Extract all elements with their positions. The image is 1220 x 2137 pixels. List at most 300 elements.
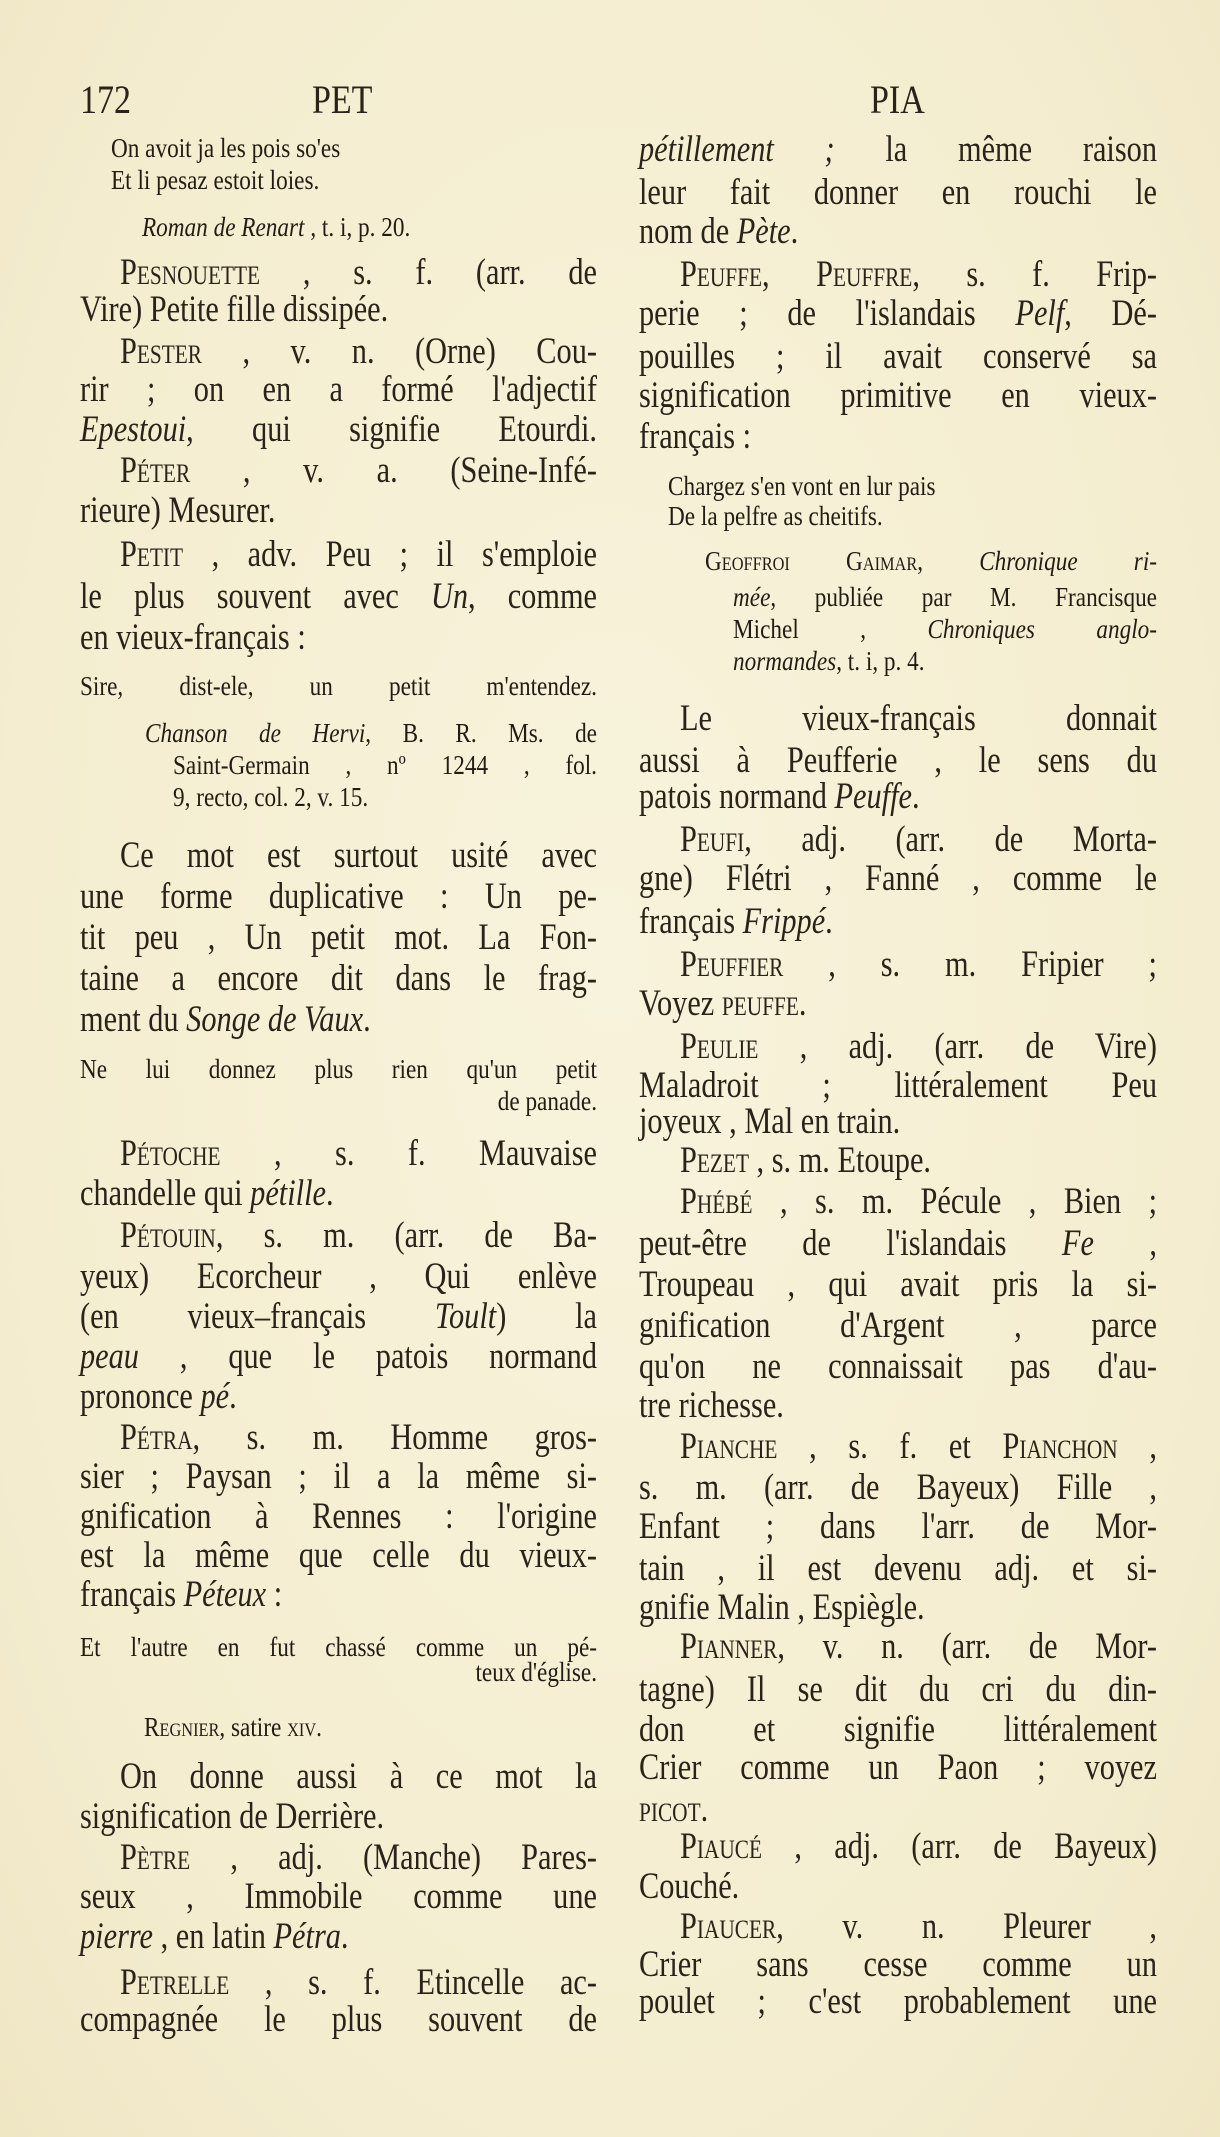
text-run: perie ; de l'islandais — [639, 293, 1016, 334]
line-content — [639, 900, 1157, 944]
text-run: De la pelfre as cheitifs. — [668, 501, 883, 531]
text-run: Enfant ; dans l'arr. de Mor- — [639, 1506, 1157, 1547]
text-run: , s. f. Etincelle ac- — [229, 1962, 597, 2003]
citation-line — [80, 1650, 597, 1694]
text-run: , — [1093, 1223, 1157, 1264]
line-content — [639, 1980, 1157, 2024]
line-content — [120, 533, 597, 577]
headword: picot — [639, 1789, 701, 1830]
line-content — [80, 1534, 597, 1578]
text-run: peut-être de l'islandais — [639, 1223, 1062, 1264]
citation-line — [111, 158, 597, 202]
line-content — [680, 1625, 1157, 1669]
line-content — [639, 1547, 1157, 1591]
text-run: leur fait donner en rouchi le — [639, 172, 1157, 213]
text-line — [120, 1755, 597, 1799]
italic-text: Roman de Renart — [142, 212, 305, 242]
text-run: , publiée par M. Francisque — [770, 582, 1157, 612]
line-content — [639, 1466, 1157, 1510]
text-run: , s. m. Etoupe. — [748, 1140, 931, 1181]
text-line — [680, 1025, 1157, 1069]
text-run: . — [825, 901, 833, 942]
headword: Peuffre — [816, 254, 913, 295]
text-run: rir ; on en a formé l'adjectif — [80, 369, 597, 410]
text-run: Couché. — [639, 1866, 740, 1907]
line-content — [639, 1384, 1157, 1428]
text-line — [639, 857, 1157, 901]
citation-line — [173, 775, 597, 819]
line-content — [680, 1825, 1157, 1869]
text-line — [120, 449, 597, 493]
text-line — [639, 1384, 1157, 1428]
italic-text: pé — [200, 1376, 230, 1417]
text-line — [80, 1795, 597, 1839]
line-content — [80, 489, 597, 533]
line-content — [80, 1255, 597, 1299]
text-run: compagnée le plus souvent de — [80, 1999, 597, 2040]
line-content — [80, 1915, 597, 1959]
text-run: , qui signifie Etourdi. — [186, 409, 597, 450]
text-run: Saint-Germain , nº 1244 , fol. — [173, 750, 597, 780]
text-run: don et signifie littéralement — [639, 1709, 1157, 1750]
text-run: seux , Immobile comme une — [80, 1876, 597, 1917]
headword: Pesnouette — [120, 252, 261, 293]
line-content — [639, 1222, 1157, 1266]
text-run: Le vieux-français donnait — [680, 698, 1157, 739]
line-content — [80, 664, 597, 708]
text-run: , B. R. Ms. de — [365, 718, 597, 748]
line-content — [639, 1668, 1157, 1712]
italic-text: Fe — [1061, 1223, 1094, 1264]
text-line — [639, 982, 1157, 1026]
text-line — [80, 489, 597, 533]
line-content — [639, 1505, 1157, 1549]
text-run: sier ; Paysan ; il a la même si- — [80, 1456, 597, 1497]
text-run: tit peu , Un petit mot. La Fon- — [80, 917, 597, 958]
headword: Pétra — [120, 1417, 193, 1458]
text-run: On donne aussi à ce mot la — [120, 1756, 597, 1797]
line-content — [639, 982, 1157, 1026]
text-run: signification de Derrière. — [80, 1796, 385, 1837]
text-run: , Dé- — [1064, 293, 1157, 334]
text-run: français — [80, 1574, 184, 1615]
text-run: Vire) Petite fille dissipée. — [80, 289, 389, 330]
text-run: . — [316, 1712, 322, 1742]
text-run: , v. n. (arr. de Mor- — [777, 1626, 1157, 1667]
text-run: le plus souvent avec — [80, 576, 431, 617]
text-line — [639, 1505, 1157, 1549]
text-run: , s. m. Fripier ; — [783, 944, 1157, 985]
headword: Peufi — [680, 819, 745, 860]
text-line — [80, 1295, 597, 1339]
text-run: , — [917, 546, 980, 576]
headword: Pezet — [680, 1140, 749, 1181]
line-content — [639, 1345, 1157, 1389]
text-run: , t. i, p. 20. — [304, 212, 411, 242]
text-line — [80, 1915, 597, 1959]
text-run: , s. f. Mauvaise — [220, 1133, 597, 1174]
text-run: gnifie Malin , Espiègle. — [639, 1587, 925, 1628]
text-line — [639, 900, 1157, 944]
text-line — [639, 1586, 1157, 1630]
italic-text: Toult — [434, 1296, 497, 1337]
text-line — [80, 288, 597, 332]
text-run: rieure) Mesurer. — [80, 490, 276, 531]
italic-text: Epestoui — [80, 409, 187, 450]
text-run: ) la — [496, 1296, 597, 1337]
running-head-left: PET — [312, 77, 373, 122]
text-run: . — [911, 776, 920, 817]
line-content — [80, 575, 597, 619]
text-line — [80, 1375, 597, 1419]
text-run: Crier sans cesse comme un — [639, 1944, 1157, 1985]
line-content — [80, 1795, 597, 1839]
line-content — [639, 1746, 1157, 1790]
text-line — [639, 775, 1157, 819]
text-run: Sire, dist-ele, un petit m'entendez. — [80, 671, 597, 701]
running-head-right: PIA — [870, 77, 925, 122]
line-content — [639, 1263, 1157, 1307]
line-content — [80, 1455, 597, 1499]
text-run: nom de — [639, 211, 737, 252]
text-line — [639, 335, 1157, 379]
italic-text: Chanson de Hervi — [145, 718, 366, 748]
text-run: Voyez — [639, 983, 722, 1024]
headword: Geoffroi Gaimar — [705, 546, 918, 576]
citation-line — [80, 1079, 597, 1123]
text-line — [680, 253, 1157, 297]
text-run: . — [326, 1173, 334, 1214]
text-run: : — [266, 1574, 283, 1615]
text-run: taine a encore dit dans le frag- — [80, 958, 597, 999]
line-content — [80, 1875, 597, 1919]
text-line — [120, 533, 597, 577]
text-run: . — [700, 1789, 709, 1830]
text-run: Et li pesaz estoit loies. — [111, 165, 320, 195]
line-content — [639, 374, 1157, 418]
italic-text: mée — [733, 582, 771, 612]
text-run: , s. f. (arr. de — [260, 252, 597, 293]
italic-text: Pète — [736, 211, 791, 252]
line-content — [80, 616, 597, 660]
headword: xiv — [287, 1712, 317, 1742]
line-content — [639, 1865, 1157, 1909]
text-run: tagne) Il se dit du cri du din- — [639, 1669, 1157, 1710]
text-run: On avoit ja les pois so'es — [111, 133, 341, 163]
italic-text: pétillement ; — [639, 129, 835, 170]
text-run: (en vieux–français — [80, 1296, 435, 1337]
italic-text: pierre — [80, 1916, 154, 1957]
headword: Petit — [120, 534, 184, 575]
line-content — [80, 875, 597, 919]
text-line — [639, 1100, 1157, 1144]
text-line — [120, 1836, 597, 1880]
italic-text: Un — [430, 576, 469, 617]
text-line — [639, 210, 1157, 254]
line-content — [80, 1998, 597, 2042]
text-run: chandelle qui — [80, 1173, 251, 1214]
line-content — [120, 1836, 597, 1880]
text-run: tain , il est devenu adj. et si- — [639, 1548, 1157, 1589]
text-run: , adj. (arr. de Vire) — [758, 1026, 1157, 1067]
text-line — [639, 1345, 1157, 1389]
line-content — [120, 834, 597, 878]
italic-text: Chroniques anglo- — [927, 614, 1158, 644]
text-line — [80, 1534, 597, 1578]
text-run: . — [790, 211, 799, 252]
text-run: la même raison — [834, 129, 1157, 170]
line-content — [120, 1416, 597, 1460]
text-run: , adj. (arr. de Bayeux) — [762, 1826, 1157, 1867]
text-run: , comme — [468, 576, 598, 617]
headword: Pianche — [680, 1426, 778, 1467]
line-content — [639, 857, 1157, 901]
text-run: , v. n. (Orne) Cou- — [202, 331, 597, 372]
text-line — [680, 1180, 1157, 1224]
citation-line — [144, 1705, 597, 1749]
text-line — [80, 957, 597, 1001]
line-content — [680, 943, 1157, 987]
text-run: en vieux-français : — [80, 617, 306, 658]
text-run: patois normand — [639, 776, 835, 817]
citation-line — [142, 205, 597, 249]
text-line — [120, 1416, 597, 1460]
text-run: Ne lui donnez plus rien qu'un petit — [80, 1054, 597, 1084]
line-content — [120, 1132, 597, 1176]
text-run: tre richesse. — [639, 1385, 784, 1426]
headword: Peuffe — [680, 254, 763, 295]
text-run: Crier comme un Paon ; voyez — [639, 1747, 1157, 1788]
text-run: , en latin — [153, 1916, 274, 1957]
line-content — [680, 818, 1157, 862]
text-run: , satire — [219, 1712, 288, 1742]
headword: Peulie — [680, 1026, 759, 1067]
page-number: 172 — [80, 77, 131, 122]
italic-text: peau — [80, 1336, 139, 1377]
line-content — [80, 1079, 597, 1123]
line-content — [120, 1755, 597, 1799]
line-content — [120, 1214, 597, 1258]
text-run: yeux) Ecorcheur , Qui enlève — [80, 1256, 597, 1297]
text-line — [639, 171, 1157, 215]
text-run: gnification à Rennes : l'origine — [80, 1496, 597, 1537]
text-line — [80, 998, 597, 1042]
text-line — [80, 408, 597, 452]
line-content — [80, 916, 597, 960]
citation-line — [733, 639, 1157, 683]
text-line — [639, 1222, 1157, 1266]
text-run: , que le patois normand — [138, 1336, 597, 1377]
text-line — [80, 1495, 597, 1539]
text-line — [680, 1825, 1157, 1869]
text-line — [80, 916, 597, 960]
text-line — [639, 1304, 1157, 1348]
text-line — [639, 1980, 1157, 2024]
headword: Pianner — [680, 1626, 778, 1667]
text-run: Maladroit ; littéralement Peu — [639, 1065, 1157, 1106]
text-run: joyeux , Mal en train. — [639, 1101, 901, 1142]
headword: Phébé — [680, 1181, 753, 1222]
line-content — [680, 697, 1157, 741]
text-line — [680, 943, 1157, 987]
line-content — [120, 449, 597, 493]
line-content — [680, 253, 1157, 297]
text-run: de panade. — [497, 1086, 597, 1116]
text-run: prononce — [80, 1376, 201, 1417]
line-content — [680, 1425, 1157, 1469]
line-content — [80, 408, 597, 452]
text-run: , t. i, p. 4. — [836, 646, 925, 676]
line-content — [173, 775, 597, 819]
text-line — [639, 1547, 1157, 1591]
text-line — [120, 834, 597, 878]
headword: Pétoche — [120, 1133, 221, 1174]
text-run: . — [798, 983, 807, 1024]
text-run: s. m. (arr. de Bayeux) Fille , — [639, 1467, 1157, 1508]
line-content — [80, 1650, 597, 1694]
text-line — [80, 616, 597, 660]
text-line — [680, 818, 1157, 862]
text-run: , s. f. et — [777, 1426, 1003, 1467]
text-line — [639, 1746, 1157, 1790]
line-content — [142, 205, 597, 249]
line-content — [639, 171, 1157, 215]
headword: Petrelle — [120, 1962, 230, 2003]
italic-text: pétille — [250, 1173, 326, 1214]
text-line — [680, 1425, 1157, 1469]
headword: Pester — [120, 331, 203, 372]
text-run: français : — [639, 416, 752, 457]
italic-text: Péteux — [183, 1574, 267, 1615]
text-run: gne) Flétri , Fanné , comme le — [639, 858, 1157, 899]
line-content — [144, 1705, 597, 1749]
line-content — [680, 1139, 1157, 1183]
italic-text: Chronique ri- — [979, 546, 1158, 576]
text-line — [80, 575, 597, 619]
text-run: une forme duplicative : Un pe- — [80, 876, 597, 917]
line-content — [639, 210, 1157, 254]
text-run: , v. a. (Seine-Infé- — [190, 450, 597, 491]
text-run: , — [762, 254, 817, 295]
text-line — [680, 1625, 1157, 1669]
line-content — [639, 1586, 1157, 1630]
text-run: Chargez s'en vont en lur pais — [668, 471, 936, 501]
text-line — [639, 292, 1157, 336]
text-run: , — [1117, 1426, 1157, 1467]
line-content — [733, 639, 1157, 683]
text-run: gnification d'Argent , parce — [639, 1305, 1157, 1346]
line-content — [639, 128, 1157, 172]
text-line — [80, 1998, 597, 2042]
text-run: , adv. Peu ; il s'emploie — [183, 534, 597, 575]
headword: Regnier — [144, 1712, 220, 1742]
line-content — [80, 1172, 597, 1216]
italic-text: Peuffe — [834, 776, 912, 817]
text-run: , adj. (arr. de Morta- — [744, 819, 1157, 860]
text-line — [639, 415, 1157, 459]
line-content — [80, 368, 597, 412]
line-content — [639, 415, 1157, 459]
text-run: aussi à Peufferie , le sens du — [639, 740, 1157, 781]
text-line — [680, 697, 1157, 741]
text-run: poulet ; c'est probablement une — [639, 1981, 1157, 2022]
text-line — [680, 1139, 1157, 1183]
text-run: , s. m. Pécule , Bien ; — [752, 1181, 1157, 1222]
line-content — [668, 494, 1157, 538]
text-run: est la même que celle du vieux- — [80, 1535, 597, 1576]
text-line — [80, 1255, 597, 1299]
text-line — [80, 1875, 597, 1919]
text-run: , s. m. Homme gros- — [192, 1417, 597, 1458]
text-run: signification primitive en vieux- — [639, 375, 1157, 416]
text-line — [120, 1214, 597, 1258]
headword: peuffe — [721, 983, 799, 1024]
italic-text: Pétra — [273, 1916, 341, 1957]
italic-text: Pelf — [1015, 293, 1065, 334]
italic-text: Frippé — [742, 901, 826, 942]
text-run: , s. f. Frip- — [912, 254, 1157, 295]
text-run: , adj. (Manche) Pares- — [190, 1837, 597, 1878]
text-run: pouilles ; il avait conservé sa — [639, 336, 1157, 377]
line-content — [639, 292, 1157, 336]
line-content — [80, 1573, 597, 1617]
citation-line — [668, 494, 1157, 538]
text-line — [639, 1263, 1157, 1307]
headword: Piaucer — [680, 1906, 777, 1947]
text-run: qu'on ne connaissait pas d'au- — [639, 1346, 1157, 1387]
line-content — [639, 1304, 1157, 1348]
line-content — [639, 775, 1157, 819]
line-content — [80, 1495, 597, 1539]
text-line — [639, 1668, 1157, 1712]
italic-text: Songe de Vaux — [186, 999, 364, 1040]
text-run: teux d'église. — [475, 1657, 597, 1687]
text-run: ment du — [80, 999, 187, 1040]
italic-text: normandes — [733, 646, 837, 676]
line-content — [639, 1100, 1157, 1144]
text-run: , v. n. Pleurer , — [776, 1906, 1157, 1947]
text-run: français — [639, 901, 743, 942]
text-run: . — [229, 1376, 237, 1417]
line-content — [80, 998, 597, 1042]
text-run: Troupeau , qui avait pris la si- — [639, 1264, 1157, 1305]
headword: Pétouin — [120, 1215, 216, 1256]
line-content — [80, 957, 597, 1001]
line-content — [80, 1375, 597, 1419]
text-run: . — [340, 1916, 349, 1957]
text-run: Michel , — [733, 614, 928, 644]
headword: Péter — [120, 450, 191, 491]
text-line — [80, 1172, 597, 1216]
line-content — [639, 335, 1157, 379]
text-run: Ce mot est surtout usité avec — [120, 835, 597, 876]
text-line — [120, 1132, 597, 1176]
text-line — [639, 374, 1157, 418]
text-line — [80, 1455, 597, 1499]
text-run: Et l'autre en fut chassé comme un pé- — [80, 1632, 597, 1662]
text-line — [80, 1335, 597, 1379]
text-line — [80, 1573, 597, 1617]
headword: Pètre — [120, 1837, 191, 1878]
headword: Pianchon — [1002, 1426, 1118, 1467]
text-run: , s. m. (arr. de Ba- — [215, 1215, 597, 1256]
text-line — [80, 368, 597, 412]
line-content — [80, 288, 597, 332]
line-content — [680, 1025, 1157, 1069]
headword: Piaucé — [680, 1826, 763, 1867]
text-line — [639, 128, 1157, 172]
line-content — [80, 1295, 597, 1339]
